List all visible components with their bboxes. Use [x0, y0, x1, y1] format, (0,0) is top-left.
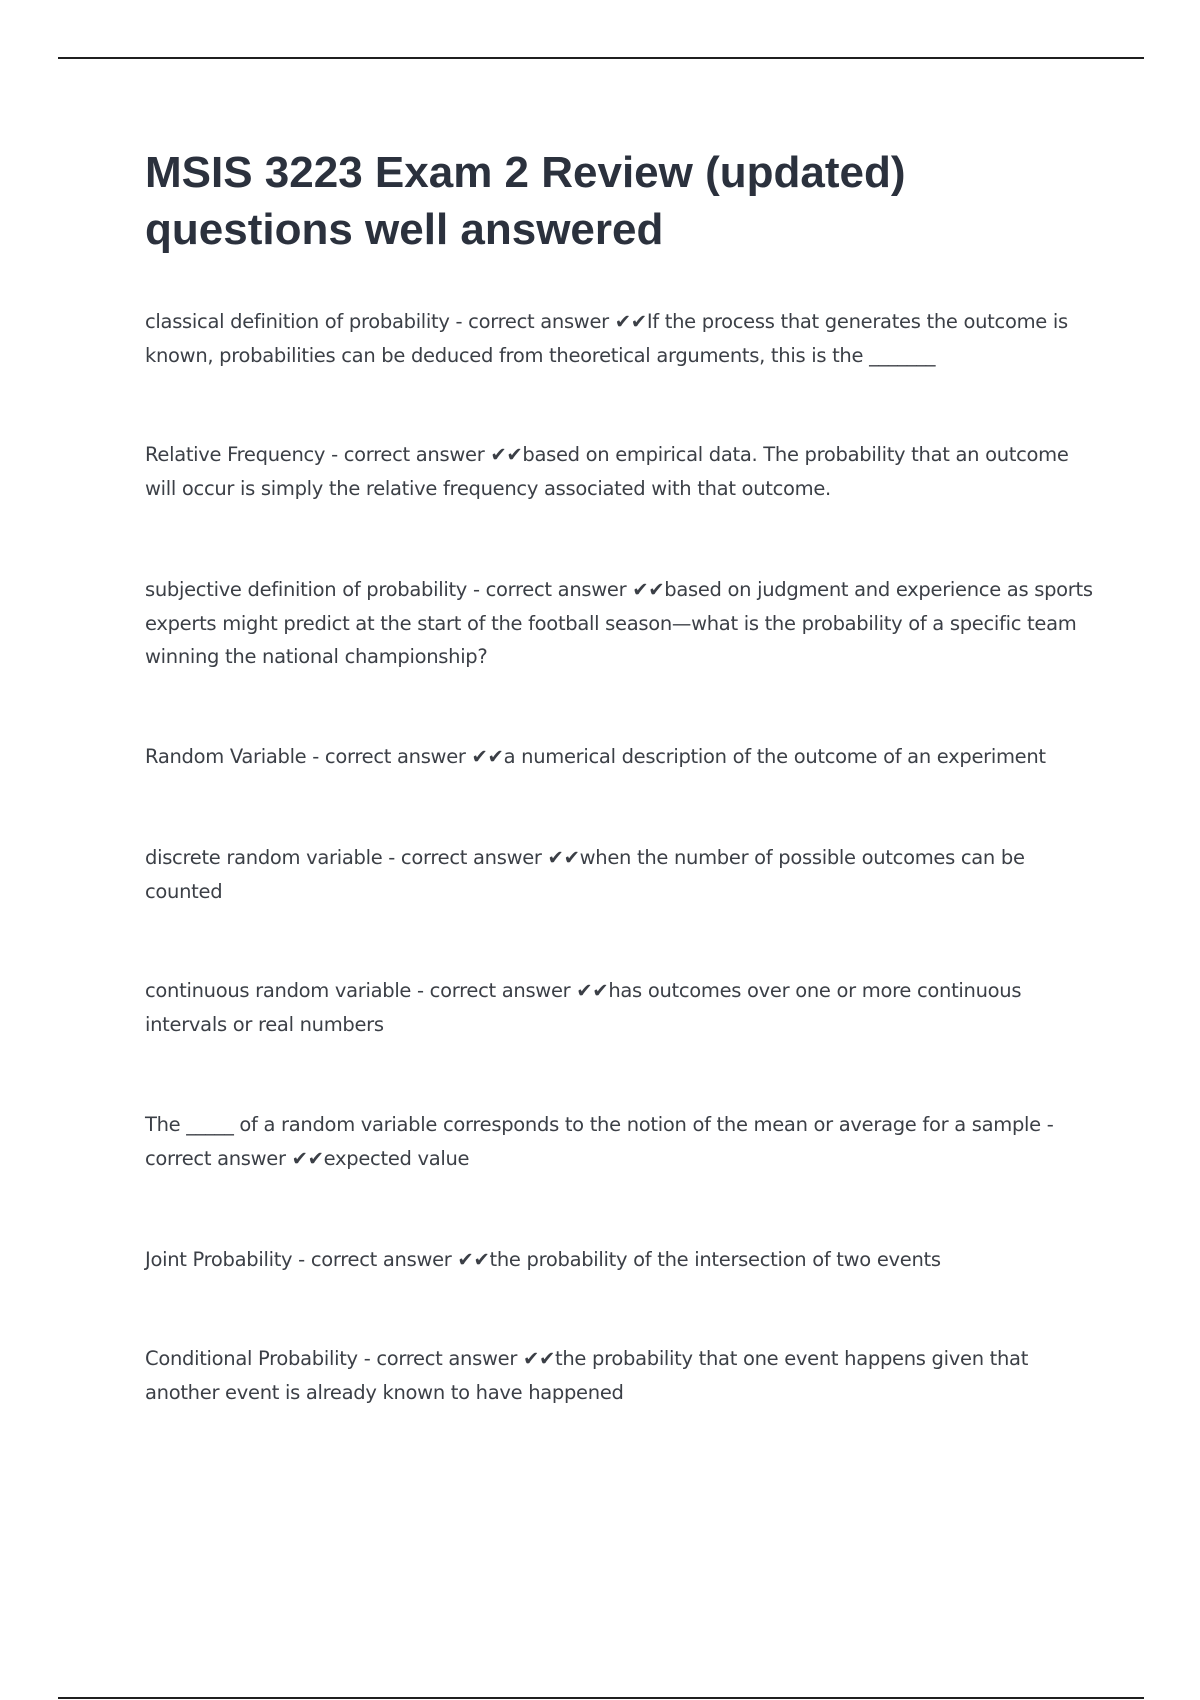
qa-item: classical definition of probability - correct answer ✔✔If the process that generates the outcome is known, probabilities can be deduced from theoretical arguments, this is the _______ [145, 310, 1068, 367]
document-title: MSIS 3223 Exam 2 Review (updated) questions well answered [145, 148, 906, 254]
top-rule [58, 57, 1144, 59]
qa-item: Conditional Probability - correct answer ✔✔the probability that one event happens given that another event is already known to have happened [145, 1347, 1029, 1404]
bottom-rule [58, 1697, 1144, 1699]
qa-item: Relative Frequency - correct answer ✔✔based on empirical data. The probability that an outcome will occur is simply the relative frequency associated with that outcome. [145, 443, 1069, 500]
qa-item: discrete random variable - correct answer ✔✔when the number of possible outcomes can be counted [145, 846, 1025, 903]
qa-item: The _____ of a random variable corresponds to the notion of the mean or average for a sample - correct answer ✔✔expected value [145, 1113, 1054, 1170]
qa-item: subjective definition of probability - correct answer ✔✔based on judgment and experience as sports experts might predict at the start of the football season—what is the probability of a specific team winning the national championship? [145, 578, 1093, 668]
qa-item: continuous random variable - correct answer ✔✔has outcomes over one or more continuous intervals or real numbers [145, 979, 1022, 1036]
qa-item: Random Variable - correct answer ✔✔a numerical description of the outcome of an experiment [145, 745, 1046, 768]
qa-item: Joint Probability - correct answer ✔✔the probability of the intersection of two events [145, 1248, 941, 1271]
